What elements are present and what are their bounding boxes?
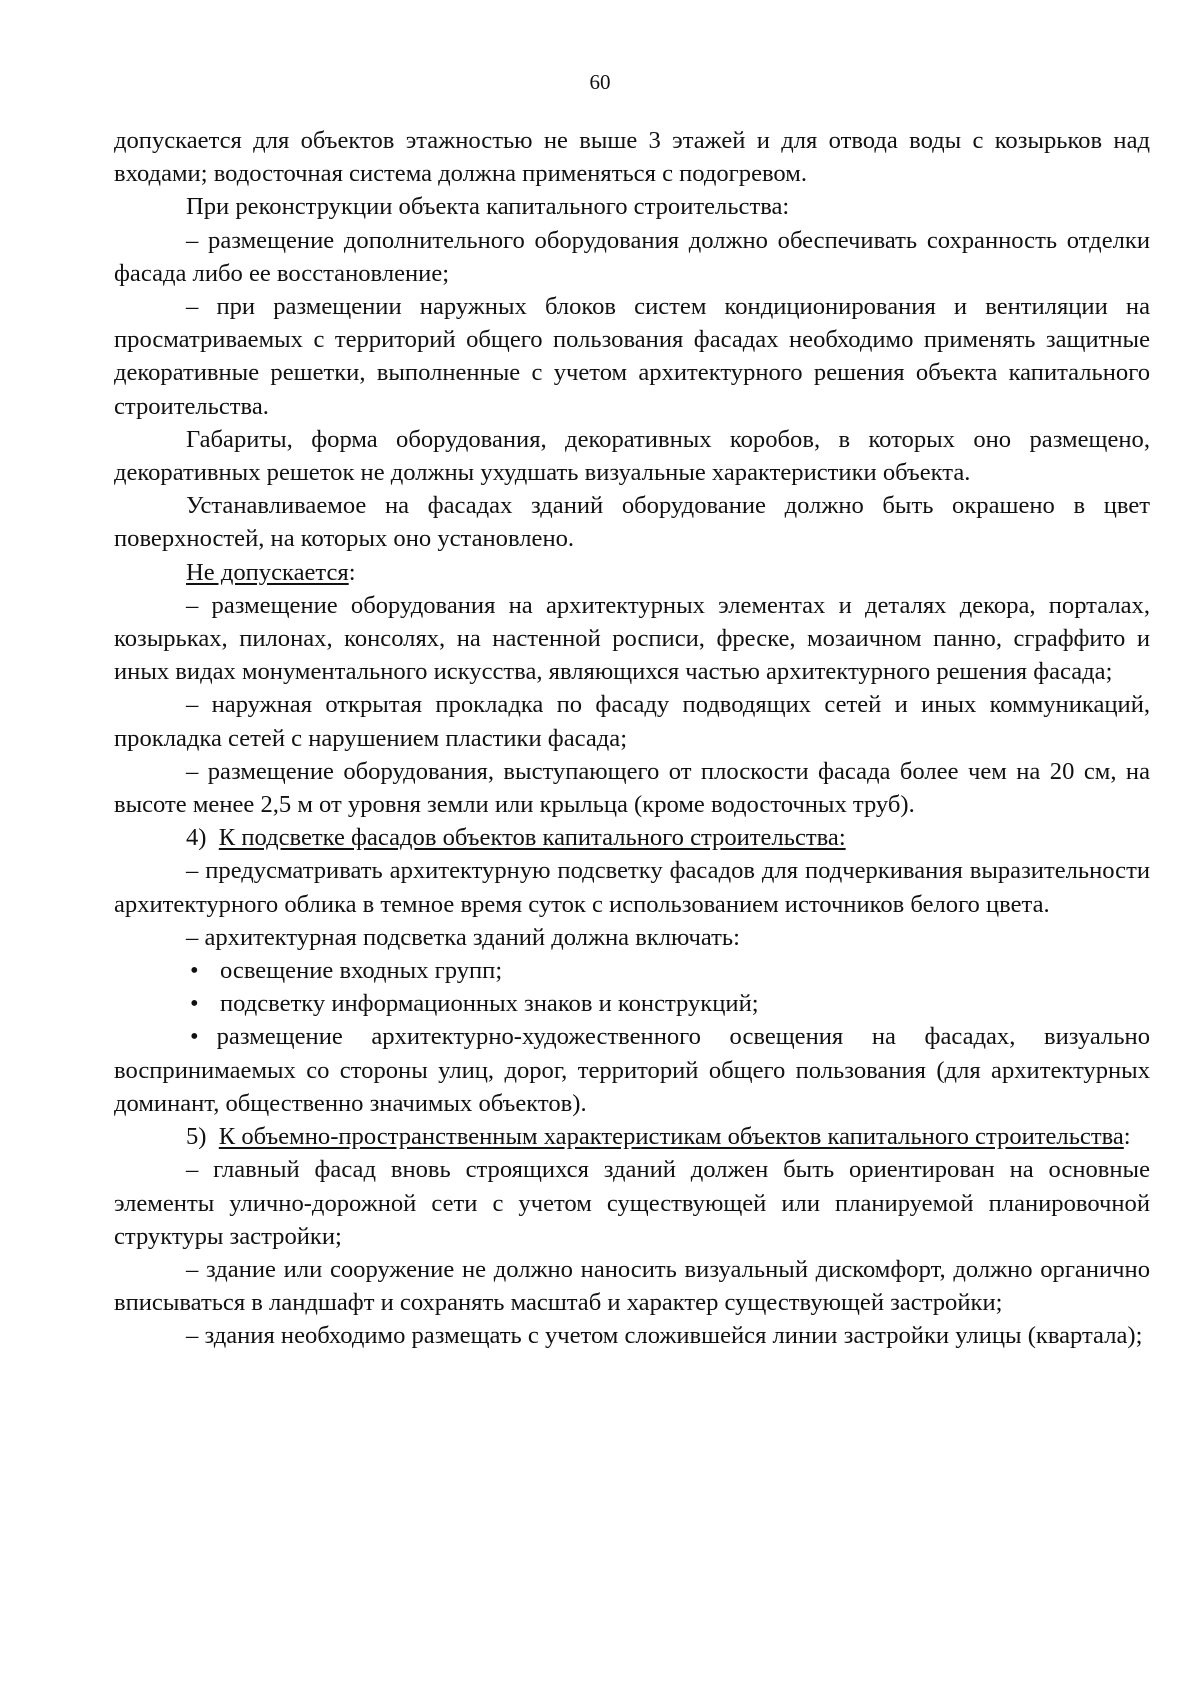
bullet-icon: •: [190, 990, 199, 1018]
paragraph-dimensions: Габариты, форма оборудования, декоративных коробов, в которых оно размещено, декоративных решеток не должны ухудшать визуальные характеристики объекта.: [114, 425, 1150, 487]
document-body: [114, 124, 1150, 1353]
section-4-title: К подсветке фасадов объектов капитального строительства:: [218, 824, 846, 852]
item-building-line: – здания необходимо размещать с учетом сложившейся линии застройки улицы (квартала);: [186, 1322, 1143, 1350]
page-number: 60: [589, 70, 611, 94]
item-main-facade: – главный фасад вновь строящихся зданий должен быть ориентирован на основные элементы улично-дорожной сети с учетом существующей или планируемой планировочной структуры застройки;: [114, 1156, 1150, 1250]
item-air-conditioning-units: – при размещении наружных блоков систем кондиционирования и вентиляции на просматриваемых с территорий общего пользования фасадах необходимо применять защитные декоративные решетки, выполненные с учетом архитектурного решения объекта капитального строительства.: [114, 293, 1150, 420]
bullet-item: • освещение входных групп;: [114, 954, 1150, 987]
paragraph-reconstruction: При реконструкции объекта капитального строительства:: [186, 193, 790, 221]
bullet-icon: •: [190, 1023, 199, 1051]
item-lighting-includes: – архитектурная подсветка зданий должна включать:: [186, 923, 740, 951]
section-5-heading: 5) К объемно-пространственным характеристикам объектов капитального строительства:: [186, 1123, 1131, 1151]
item-open-networks: – наружная открытая прокладка по фасаду подводящих сетей и иных коммуникаций, прокладка сетей с нарушением пластики фасада;: [114, 691, 1150, 752]
item-additional-equipment: – размещение дополнительного оборудования должно обеспечивать сохранность отделки фасада либо ее восстановление;: [114, 226, 1150, 287]
section-4-heading: [114, 821, 1150, 854]
item-decor-elements: – размещение оборудования на архитектурных элементах и деталях декора, порталах, козырьках, пилонах, консолях, на настенной росписи, фреске, мозаичном панно, сграффито и иных видах монументального искусства, являющихся частью архитектурного решения фасада;: [114, 591, 1150, 686]
paragraph-drainage: допускается для объектов этажностью не выше 3 этажей и для отвода воды с козырьков над входами; водосточная система должна применяться с подогревом.: [114, 127, 1150, 188]
item-protruding-equipment: – размещение оборудования, выступающего от плоскости фасада более чем на 20 см, на высоте менее 2,5 м от уровня земли или крыльца (кроме водосточных труб).: [114, 757, 1150, 819]
section-5-number: 5): [186, 1123, 207, 1151]
item-architectural-lighting: – предусматривать архитектурную подсветку фасадов для подчеркивания выразительности архитектурного облика в темное время суток с использованием источников белого цвета.: [114, 857, 1150, 918]
bullet-item: • подсветку информационных знаков и конструкций;: [114, 987, 1150, 1020]
item-visual-discomfort: – здание или сооружение не должно наносить визуальный дискомфорт, должно органично вписываться в ландшафт и сохранять масштаб и характер существующей застройки;: [114, 1255, 1150, 1317]
section-5-title: К объемно-пространственным характеристикам объектов капитального строительства: [218, 1123, 1124, 1151]
paragraph-equipment-color: Устанавливаемое на фасадах зданий оборудование должно быть окрашено в цвет поверхностей, на которых оно установлено.: [114, 492, 1150, 553]
heading-not-allowed: Не допускается:: [186, 558, 356, 586]
section-4-number: 4): [186, 824, 207, 852]
bullet-item: • размещение архитектурно-художественного освещения на фасадах, визуально воспринимаемых со стороны улиц, дорог, территорий общего пользования (для архитектурных доминант, общественно значимых объектов).: [114, 1023, 1150, 1117]
bullet-icon: •: [190, 957, 199, 985]
not-allowed-label: Не допускается: [186, 558, 349, 586]
